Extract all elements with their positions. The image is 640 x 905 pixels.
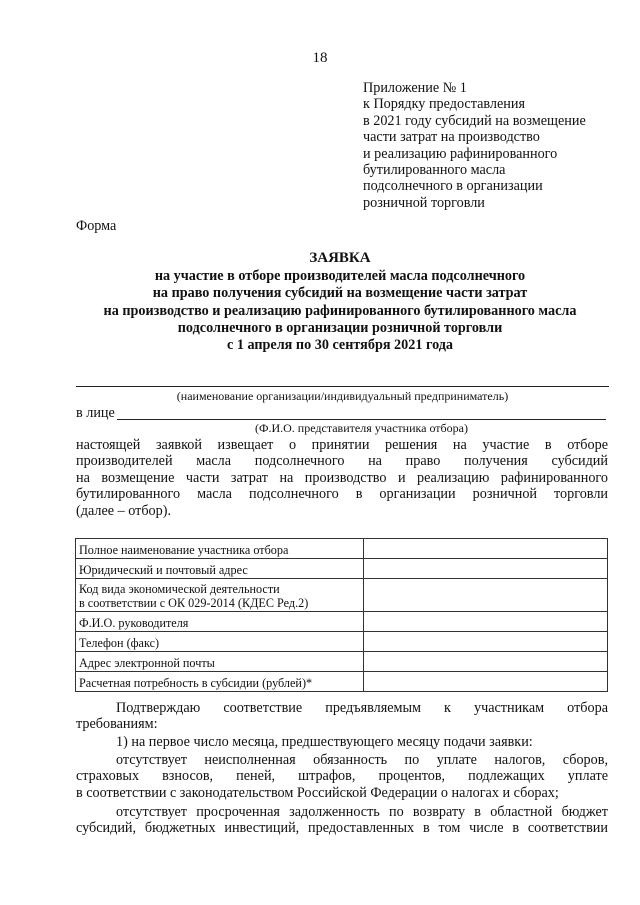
confirm-line: требованиям:: [76, 716, 158, 733]
appendix-line: к Порядку предоставления: [363, 96, 525, 113]
appendix-line: в 2021 году субсидий на возмещение: [363, 112, 586, 129]
debt-line: отсутствует просроченная задолженность по возврату в областной бюджет: [116, 804, 608, 820]
title-heading: ЗАЯВКА: [309, 250, 371, 266]
title-line: с 1 апреля по 30 сентября 2021 года: [226, 337, 454, 354]
notice-paragraph: [76, 437, 608, 519]
representative-caption: (Ф.И.О. представителя участника отбора): [255, 421, 468, 435]
table-label-cell: Ф.И.О. руководителя: [76, 612, 364, 632]
title-line: подсолнечного в организации розничной торговли: [177, 319, 503, 336]
table-value-cell[interactable]: [364, 672, 608, 692]
page-number: 18: [312, 50, 328, 66]
appendix-line: и реализацию рафинированного: [363, 145, 558, 162]
appendix-line: бутилированного масла: [363, 162, 506, 179]
table-label-cell: Полное наименование участника отбора: [76, 539, 364, 559]
table-label-cell: Расчетная потребность в субсидии (рублей)*: [76, 672, 364, 692]
tax-line: в соответствии с законодательством Российской Федерации о налогах и сборах;: [76, 784, 559, 801]
table-value-cell[interactable]: [364, 539, 608, 559]
appendix-line: части затрат на производство: [363, 129, 540, 146]
table-row: [76, 559, 608, 579]
participant-info-table: [75, 538, 608, 692]
table-label-text: Код вида экономической деятельности: [79, 582, 280, 596]
requirement-item-1: [116, 734, 608, 750]
table-value-cell[interactable]: [364, 632, 608, 652]
appendix-line: Приложение № 1: [363, 80, 467, 96]
appendix-line: подсолнечного в организации: [363, 178, 543, 195]
in-person-label: в лице: [76, 405, 115, 421]
document-title: [70, 250, 610, 354]
representative-field-line[interactable]: [117, 419, 606, 420]
table-row: [76, 632, 608, 652]
table-row: [76, 612, 608, 632]
org-name-caption: (наименование организации/индивидуальный предприниматель): [176, 389, 509, 403]
table-value-cell[interactable]: [364, 559, 608, 579]
notice-line: на возмещение части затрат на производство и реализацию рафинированного: [76, 469, 608, 486]
confirm-line: Подтверждаю соответствие предъявляемым к участникам отбора: [116, 700, 608, 716]
table-value-cell[interactable]: [364, 612, 608, 632]
debt-line: субсидий, бюджетных инвестиций, предоставленных в том числе в соответствии: [76, 820, 608, 837]
table-label-text: в соответствии с ОК 029-2014 (КДЕС Ред.2): [79, 596, 309, 610]
table-row: [76, 579, 608, 612]
table-value-cell[interactable]: [364, 579, 608, 612]
appendix-block: [363, 80, 613, 211]
org-name-field-line[interactable]: [76, 386, 609, 387]
title-line: на производство и реализацию рафинированного бутилированного масла: [103, 302, 577, 319]
notice-line: производителей масла подсолнечного на право получения субсидий: [76, 453, 608, 470]
table-row: [76, 672, 608, 692]
tax-line: отсутствует неисполненная обязанность по уплате налогов, сборов,: [116, 752, 608, 768]
notice-line: (далее – отбор).: [76, 502, 172, 519]
title-line: на право получения субсидий на возмещение части затрат: [152, 285, 528, 302]
notice-line: настоящей заявкой извещает о принятии решения на участие в отборе: [76, 437, 608, 453]
tax-line: страховых взносов, пеней, штрафов, процентов, подлежащих уплате: [76, 768, 608, 785]
debt-paragraph: [76, 804, 608, 837]
title-line: на участие в отборе производителей масла подсолнечного: [154, 268, 526, 285]
table-row: [76, 652, 608, 672]
form-label: Форма: [76, 218, 117, 234]
table-label-cell: Телефон (факс): [76, 632, 364, 652]
appendix-line: розничной торговли: [363, 194, 485, 211]
table-row: [76, 539, 608, 559]
confirm-paragraph: [76, 700, 608, 733]
table-label-cell: Адрес электронной почты: [76, 652, 364, 672]
table-label-cell: [76, 579, 364, 612]
item-line: 1) на первое число месяца, предшествующего месяцу подачи заявки:: [116, 734, 533, 750]
table-value-cell[interactable]: [364, 652, 608, 672]
table-label-cell: Юридический и почтовый адрес: [76, 559, 364, 579]
tax-paragraph: [76, 752, 608, 801]
notice-line: бутилированного масла подсолнечного в организации розничной торговли: [76, 486, 608, 503]
